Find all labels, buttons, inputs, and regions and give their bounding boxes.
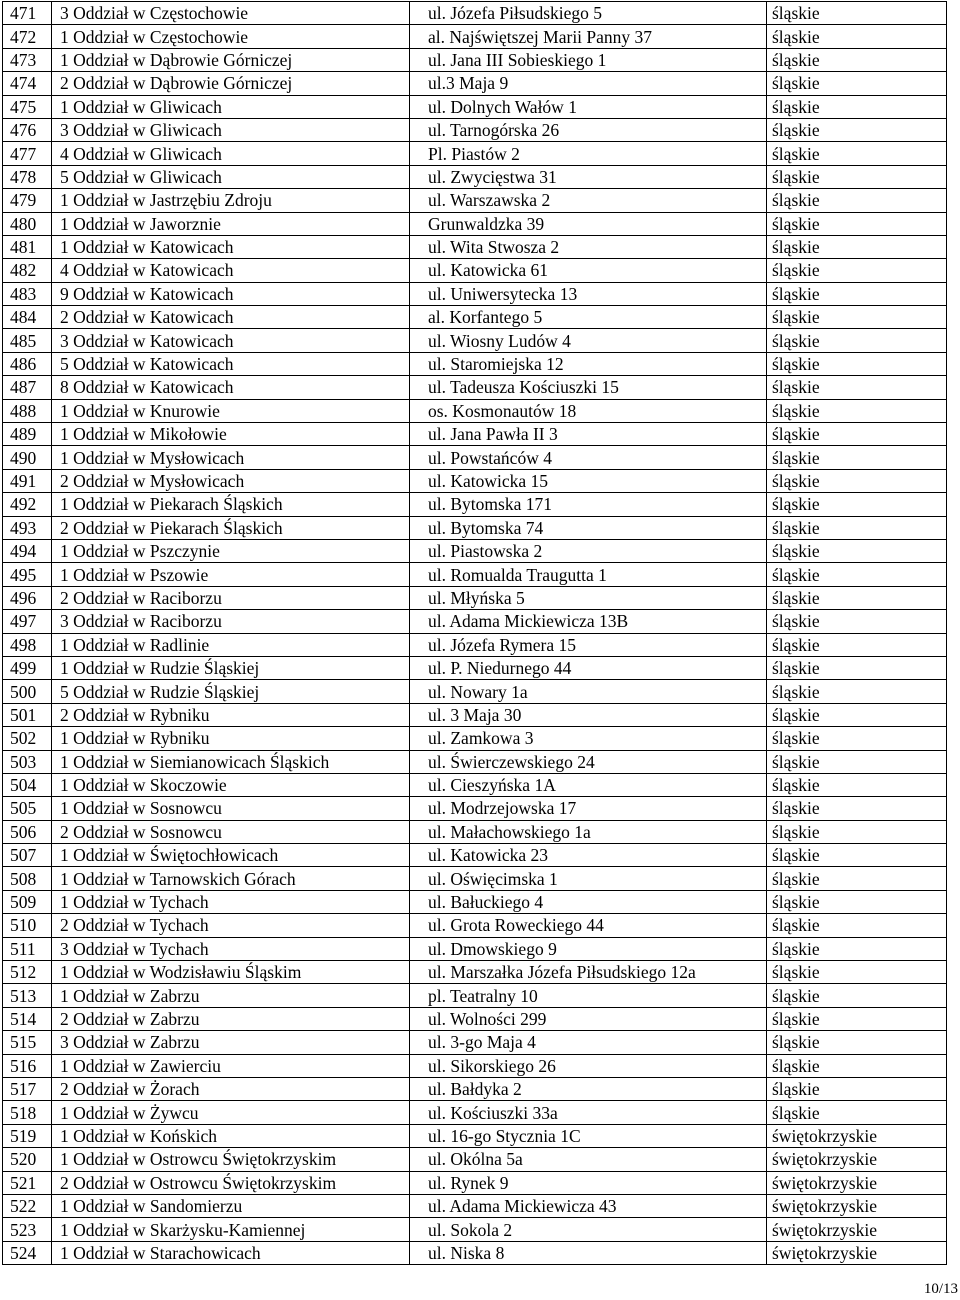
address-cell: ul. Adama Mickiewicza 13B	[410, 610, 767, 633]
table-row	[3, 469, 947, 492]
row-number-cell: 482	[3, 259, 52, 282]
branch-name-cell: 2 Oddział w Mysłowicach	[52, 469, 410, 492]
branch-name-cell: 5 Oddział w Katowicach	[52, 352, 410, 375]
voivodeship-cell: śląskie	[767, 563, 947, 586]
row-number-cell: 503	[3, 750, 52, 773]
address-cell: ul. 3-go Maja 4	[410, 1031, 767, 1054]
voivodeship-cell: śląskie	[767, 259, 947, 282]
row-number-cell: 471	[3, 2, 52, 25]
voivodeship-cell: śląskie	[767, 469, 947, 492]
table-row	[3, 25, 947, 48]
voivodeship-cell: śląskie	[767, 1054, 947, 1077]
row-number-cell: 473	[3, 48, 52, 71]
table-row	[3, 189, 947, 212]
table-row	[3, 1241, 947, 1264]
address-cell: ul. Warszawska 2	[410, 189, 767, 212]
branch-name-cell: 3 Oddział w Zabrzu	[52, 1031, 410, 1054]
table-row	[3, 703, 947, 726]
branch-name-cell: 1 Oddział w Sandomierzu	[52, 1194, 410, 1217]
table-row	[3, 118, 947, 141]
voivodeship-cell: śląskie	[767, 961, 947, 984]
table-body	[3, 2, 947, 1265]
voivodeship-cell: śląskie	[767, 95, 947, 118]
address-cell: os. Kosmonautów 18	[410, 399, 767, 422]
voivodeship-cell: śląskie	[767, 493, 947, 516]
table-row	[3, 1171, 947, 1194]
table-row	[3, 680, 947, 703]
address-cell: ul. 16-go Stycznia 1C	[410, 1124, 767, 1147]
voivodeship-cell: śląskie	[767, 633, 947, 656]
table-row	[3, 1124, 947, 1147]
address-cell: ul. Marszałka Józefa Piłsudskiego 12a	[410, 961, 767, 984]
voivodeship-cell: śląskie	[767, 352, 947, 375]
address-cell: ul. Modrzejowska 17	[410, 797, 767, 820]
address-cell: ul. Tarnogórska 26	[410, 118, 767, 141]
branch-name-cell: 2 Oddział w Ostrowcu Świętokrzyskim	[52, 1171, 410, 1194]
row-number-cell: 522	[3, 1194, 52, 1217]
address-cell: ul. Bałdyka 2	[410, 1077, 767, 1100]
branch-name-cell: 1 Oddział w Piekarach Śląskich	[52, 493, 410, 516]
voivodeship-cell: świętokrzyskie	[767, 1218, 947, 1241]
branch-name-cell: 1 Oddział w Częstochowie	[52, 25, 410, 48]
row-number-cell: 516	[3, 1054, 52, 1077]
table-row	[3, 961, 947, 984]
table-row	[3, 259, 947, 282]
address-cell: ul. Uniwersytecka 13	[410, 282, 767, 305]
table-row	[3, 212, 947, 235]
voivodeship-cell: świętokrzyskie	[767, 1148, 947, 1171]
row-number-cell: 490	[3, 446, 52, 469]
row-number-cell: 478	[3, 165, 52, 188]
row-number-cell: 494	[3, 539, 52, 562]
voivodeship-cell: śląskie	[767, 212, 947, 235]
voivodeship-cell: śląskie	[767, 586, 947, 609]
row-number-cell: 481	[3, 235, 52, 258]
table-row	[3, 539, 947, 562]
branch-name-cell: 4 Oddział w Katowicach	[52, 259, 410, 282]
address-cell: ul. Katowicka 61	[410, 259, 767, 282]
branch-name-cell: 2 Oddział w Żorach	[52, 1077, 410, 1100]
table-row	[3, 376, 947, 399]
voivodeship-cell: śląskie	[767, 142, 947, 165]
row-number-cell: 521	[3, 1171, 52, 1194]
address-cell: ul. 3 Maja 30	[410, 703, 767, 726]
voivodeship-cell: śląskie	[767, 1077, 947, 1100]
row-number-cell: 511	[3, 937, 52, 960]
page-number: 10/13	[923, 1281, 958, 1297]
table-row	[3, 867, 947, 890]
voivodeship-cell: śląskie	[767, 189, 947, 212]
voivodeship-cell: śląskie	[767, 282, 947, 305]
address-cell: ul. Bałuckiego 4	[410, 890, 767, 913]
address-cell: ul. Zwycięstwa 31	[410, 165, 767, 188]
branch-name-cell: 5 Oddział w Gliwicach	[52, 165, 410, 188]
branch-name-cell: 1 Oddział w Skarżysku-Kamiennej	[52, 1218, 410, 1241]
table-row	[3, 1101, 947, 1124]
voivodeship-cell: śląskie	[767, 306, 947, 329]
table-row	[3, 1031, 947, 1054]
table-row	[3, 1054, 947, 1077]
voivodeship-cell: śląskie	[767, 656, 947, 679]
row-number-cell: 496	[3, 586, 52, 609]
table-row	[3, 773, 947, 796]
voivodeship-cell: śląskie	[767, 235, 947, 258]
voivodeship-cell: śląskie	[767, 118, 947, 141]
row-number-cell: 507	[3, 844, 52, 867]
branch-name-cell: 3 Oddział w Katowicach	[52, 329, 410, 352]
branch-name-cell: 1 Oddział w Jastrzębiu Zdroju	[52, 189, 410, 212]
branch-name-cell: 9 Oddział w Katowicach	[52, 282, 410, 305]
voivodeship-cell: świętokrzyskie	[767, 1194, 947, 1217]
branch-name-cell: 1 Oddział w Radlinie	[52, 633, 410, 656]
row-number-cell: 488	[3, 399, 52, 422]
row-number-cell: 472	[3, 25, 52, 48]
branch-table	[2, 1, 947, 1265]
row-number-cell: 483	[3, 282, 52, 305]
branch-name-cell: 1 Oddział w Końskich	[52, 1124, 410, 1147]
branch-name-cell: 2 Oddział w Sosnowcu	[52, 820, 410, 843]
table-row	[3, 423, 947, 446]
row-number-cell: 518	[3, 1101, 52, 1124]
address-cell: ul. Józefa Piłsudskiego 5	[410, 2, 767, 25]
row-number-cell: 515	[3, 1031, 52, 1054]
address-cell: ul. Sikorskiego 26	[410, 1054, 767, 1077]
address-cell: ul. P. Niedurnego 44	[410, 656, 767, 679]
voivodeship-cell: śląskie	[767, 773, 947, 796]
branch-name-cell: 1 Oddział w Sosnowcu	[52, 797, 410, 820]
voivodeship-cell: śląskie	[767, 329, 947, 352]
branch-name-cell: 1 Oddział w Zawierciu	[52, 1054, 410, 1077]
row-number-cell: 506	[3, 820, 52, 843]
address-cell: ul. Świerczewskiego 24	[410, 750, 767, 773]
voivodeship-cell: śląskie	[767, 727, 947, 750]
address-cell: ul. Romualda Traugutta 1	[410, 563, 767, 586]
table-row	[3, 820, 947, 843]
voivodeship-cell: śląskie	[767, 984, 947, 1007]
branch-name-cell: 1 Oddział w Knurowie	[52, 399, 410, 422]
table-row	[3, 610, 947, 633]
address-cell: ul. Dmowskiego 9	[410, 937, 767, 960]
row-number-cell: 524	[3, 1241, 52, 1264]
address-cell: ul. Adama Mickiewicza 43	[410, 1194, 767, 1217]
row-number-cell: 499	[3, 656, 52, 679]
row-number-cell: 492	[3, 493, 52, 516]
table-row	[3, 1218, 947, 1241]
row-number-cell: 486	[3, 352, 52, 375]
row-number-cell: 517	[3, 1077, 52, 1100]
table-row	[3, 937, 947, 960]
table-row	[3, 750, 947, 773]
table-row	[3, 1007, 947, 1030]
address-cell: al. Najświętszej Marii Panny 37	[410, 25, 767, 48]
branch-name-cell: 2 Oddział w Zabrzu	[52, 1007, 410, 1030]
row-number-cell: 508	[3, 867, 52, 890]
voivodeship-cell: śląskie	[767, 376, 947, 399]
row-number-cell: 498	[3, 633, 52, 656]
address-cell: ul. Rynek 9	[410, 1171, 767, 1194]
row-number-cell: 495	[3, 563, 52, 586]
table-row	[3, 142, 947, 165]
table-row	[3, 329, 947, 352]
address-cell: ul. Jana III Sobieskiego 1	[410, 48, 767, 71]
branch-name-cell: 1 Oddział w Pszczynie	[52, 539, 410, 562]
table-row	[3, 633, 947, 656]
address-cell: ul. Jana Pawła II 3	[410, 423, 767, 446]
row-number-cell: 487	[3, 376, 52, 399]
branch-name-cell: 1 Oddział w Świętochłowicach	[52, 844, 410, 867]
table-row	[3, 235, 947, 258]
branch-name-cell: 1 Oddział w Tarnowskich Górach	[52, 867, 410, 890]
table-row	[3, 1077, 947, 1100]
branch-name-cell: 2 Oddział w Rybniku	[52, 703, 410, 726]
address-cell: ul. Kościuszki 33a	[410, 1101, 767, 1124]
branch-name-cell: 1 Oddział w Skoczowie	[52, 773, 410, 796]
table-row	[3, 399, 947, 422]
voivodeship-cell: śląskie	[767, 1031, 947, 1054]
table-row	[3, 1194, 947, 1217]
table-row	[3, 563, 947, 586]
table-row	[3, 516, 947, 539]
table-row	[3, 797, 947, 820]
address-cell: ul.3 Maja 9	[410, 72, 767, 95]
address-cell: al. Korfantego 5	[410, 306, 767, 329]
address-cell: ul. Bytomska 74	[410, 516, 767, 539]
address-cell: ul. Zamkowa 3	[410, 727, 767, 750]
address-cell: ul. Grota Roweckiego 44	[410, 914, 767, 937]
address-cell: ul. Niska 8	[410, 1241, 767, 1264]
address-cell: ul. Staromiejska 12	[410, 352, 767, 375]
address-cell: ul. Bytomska 171	[410, 493, 767, 516]
address-cell: ul. Cieszyńska 1A	[410, 773, 767, 796]
address-cell: ul. Wita Stwosza 2	[410, 235, 767, 258]
branch-name-cell: 3 Oddział w Tychach	[52, 937, 410, 960]
address-cell: ul. Piastowska 2	[410, 539, 767, 562]
voivodeship-cell: śląskie	[767, 820, 947, 843]
voivodeship-cell: świętokrzyskie	[767, 1171, 947, 1194]
branch-name-cell: 8 Oddział w Katowicach	[52, 376, 410, 399]
row-number-cell: 523	[3, 1218, 52, 1241]
branch-name-cell: 1 Oddział w Jaworznie	[52, 212, 410, 235]
branch-name-cell: 1 Oddział w Gliwicach	[52, 95, 410, 118]
voivodeship-cell: świętokrzyskie	[767, 1124, 947, 1147]
address-cell: Pl. Piastów 2	[410, 142, 767, 165]
address-cell: ul. Katowicka 15	[410, 469, 767, 492]
branch-name-cell: 1 Oddział w Wodzisławiu Śląskim	[52, 961, 410, 984]
voivodeship-cell: śląskie	[767, 680, 947, 703]
voivodeship-cell: śląskie	[767, 937, 947, 960]
branch-name-cell: 1 Oddział w Rybniku	[52, 727, 410, 750]
voivodeship-cell: śląskie	[767, 539, 947, 562]
address-cell: ul. Młyńska 5	[410, 586, 767, 609]
row-number-cell: 484	[3, 306, 52, 329]
table-row	[3, 914, 947, 937]
voivodeship-cell: śląskie	[767, 703, 947, 726]
row-number-cell: 510	[3, 914, 52, 937]
row-number-cell: 485	[3, 329, 52, 352]
voivodeship-cell: śląskie	[767, 423, 947, 446]
row-number-cell: 493	[3, 516, 52, 539]
voivodeship-cell: śląskie	[767, 2, 947, 25]
table-row	[3, 72, 947, 95]
table-row	[3, 352, 947, 375]
row-number-cell: 504	[3, 773, 52, 796]
voivodeship-cell: śląskie	[767, 750, 947, 773]
table-row	[3, 282, 947, 305]
row-number-cell: 520	[3, 1148, 52, 1171]
branch-name-cell: 2 Oddział w Katowicach	[52, 306, 410, 329]
branch-name-cell: 1 Oddział w Żywcu	[52, 1101, 410, 1124]
voivodeship-cell: śląskie	[767, 914, 947, 937]
branch-name-cell: 1 Oddział w Rudzie Śląskiej	[52, 656, 410, 679]
address-cell: ul. Okólna 5a	[410, 1148, 767, 1171]
address-cell: ul. Powstańców 4	[410, 446, 767, 469]
row-number-cell: 476	[3, 118, 52, 141]
row-number-cell: 497	[3, 610, 52, 633]
voivodeship-cell: śląskie	[767, 165, 947, 188]
address-cell: pl. Teatralny 10	[410, 984, 767, 1007]
branch-name-cell: 1 Oddział w Dąbrowie Górniczej	[52, 48, 410, 71]
branch-name-cell: 2 Oddział w Raciborzu	[52, 586, 410, 609]
row-number-cell: 477	[3, 142, 52, 165]
table-row	[3, 446, 947, 469]
row-number-cell: 513	[3, 984, 52, 1007]
row-number-cell: 501	[3, 703, 52, 726]
voivodeship-cell: świętokrzyskie	[767, 1241, 947, 1264]
address-cell: Grunwaldzka 39	[410, 212, 767, 235]
row-number-cell: 500	[3, 680, 52, 703]
branch-name-cell: 1 Oddział w Zabrzu	[52, 984, 410, 1007]
table-row	[3, 1148, 947, 1171]
voivodeship-cell: śląskie	[767, 25, 947, 48]
voivodeship-cell: śląskie	[767, 610, 947, 633]
voivodeship-cell: śląskie	[767, 1007, 947, 1030]
row-number-cell: 475	[3, 95, 52, 118]
table-row	[3, 2, 947, 25]
branch-name-cell: 1 Oddział w Pszowie	[52, 563, 410, 586]
voivodeship-cell: śląskie	[767, 797, 947, 820]
branch-name-cell: 1 Oddział w Mysłowicach	[52, 446, 410, 469]
table-row	[3, 586, 947, 609]
row-number-cell: 491	[3, 469, 52, 492]
branch-name-cell: 4 Oddział w Gliwicach	[52, 142, 410, 165]
branch-name-cell: 1 Oddział w Katowicach	[52, 235, 410, 258]
table-row	[3, 656, 947, 679]
address-cell: ul. Józefa Rymera 15	[410, 633, 767, 656]
row-number-cell: 519	[3, 1124, 52, 1147]
branch-name-cell: 1 Oddział w Mikołowie	[52, 423, 410, 446]
address-cell: ul. Wiosny Ludów 4	[410, 329, 767, 352]
branch-name-cell: 2 Oddział w Dąbrowie Górniczej	[52, 72, 410, 95]
row-number-cell: 489	[3, 423, 52, 446]
voivodeship-cell: śląskie	[767, 844, 947, 867]
table-row	[3, 844, 947, 867]
address-cell: ul. Sokola 2	[410, 1218, 767, 1241]
branch-name-cell: 1 Oddział w Ostrowcu Świętokrzyskim	[52, 1148, 410, 1171]
voivodeship-cell: śląskie	[767, 890, 947, 913]
branch-name-cell: 2 Oddział w Tychach	[52, 914, 410, 937]
voivodeship-cell: śląskie	[767, 446, 947, 469]
table-row	[3, 727, 947, 750]
table-row	[3, 48, 947, 71]
address-cell: ul. Tadeusza Kościuszki 15	[410, 376, 767, 399]
table-row	[3, 165, 947, 188]
branch-name-cell: 3 Oddział w Częstochowie	[52, 2, 410, 25]
branch-name-cell: 1 Oddział w Starachowicach	[52, 1241, 410, 1264]
table-row	[3, 493, 947, 516]
voivodeship-cell: śląskie	[767, 1101, 947, 1124]
branch-name-cell: 5 Oddział w Rudzie Śląskiej	[52, 680, 410, 703]
branch-name-cell: 3 Oddział w Raciborzu	[52, 610, 410, 633]
branch-name-cell: 1 Oddział w Tychach	[52, 890, 410, 913]
address-cell: ul. Oświęcimska 1	[410, 867, 767, 890]
voivodeship-cell: śląskie	[767, 72, 947, 95]
row-number-cell: 512	[3, 961, 52, 984]
row-number-cell: 480	[3, 212, 52, 235]
branch-name-cell: 3 Oddział w Gliwicach	[52, 118, 410, 141]
address-cell: ul. Katowicka 23	[410, 844, 767, 867]
row-number-cell: 502	[3, 727, 52, 750]
row-number-cell: 479	[3, 189, 52, 212]
row-number-cell: 514	[3, 1007, 52, 1030]
table-row	[3, 306, 947, 329]
address-cell: ul. Wolności 299	[410, 1007, 767, 1030]
voivodeship-cell: śląskie	[767, 516, 947, 539]
address-cell: ul. Nowary 1a	[410, 680, 767, 703]
table-row	[3, 984, 947, 1007]
voivodeship-cell: śląskie	[767, 48, 947, 71]
address-cell: ul. Małachowskiego 1a	[410, 820, 767, 843]
address-cell: ul. Dolnych Wałów 1	[410, 95, 767, 118]
table-row	[3, 95, 947, 118]
branch-name-cell: 2 Oddział w Piekarach Śląskich	[52, 516, 410, 539]
row-number-cell: 474	[3, 72, 52, 95]
voivodeship-cell: śląskie	[767, 399, 947, 422]
branch-name-cell: 1 Oddział w Siemianowicach Śląskich	[52, 750, 410, 773]
row-number-cell: 509	[3, 890, 52, 913]
row-number-cell: 505	[3, 797, 52, 820]
table-row	[3, 890, 947, 913]
voivodeship-cell: śląskie	[767, 867, 947, 890]
